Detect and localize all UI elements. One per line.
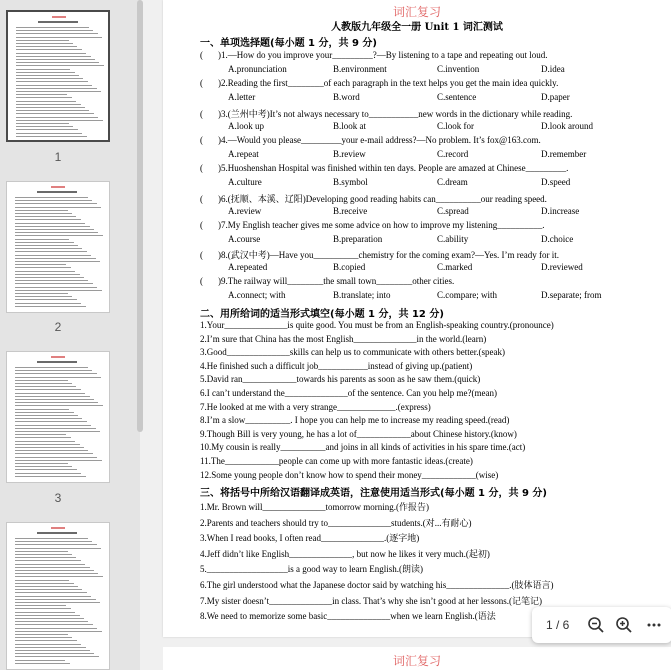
fill-in-item: 5.David ran____________towards his parents as soon as he saw them.(quick) [200,374,481,385]
answer-option: A.pronunciation [228,64,287,74]
answer-option: C.record [437,148,469,159]
fill-in-item: 11.The____________people can come up with more fantastic ideas.(create) [200,456,473,466]
answer-option: C.marked [437,262,473,273]
zoom-in-icon[interactable] [614,615,634,635]
fill-in-item: 10.My cousin is really__________and joins in all kinds of activities in his spare time.(act) [200,442,526,453]
fill-in-item: 12.Some young people don’t know how to spend their money____________(wise) [200,469,499,480]
answer-option: A.review [228,205,262,216]
answer-option: A.culture [228,177,262,188]
answer-paren: ( [200,163,203,174]
answer-option: A.look up [228,120,264,131]
answer-option: D.separate; from [541,290,602,301]
fill-in-item: 2.I’m sure that China has the most English______________in the world.(learn) [200,333,487,344]
translation-item: 1.Mr. Brown will______________tomorrow morning.(作报告) [200,502,429,512]
page-header: 词汇复习 [392,5,441,19]
page-number-label: 2 [54,320,62,334]
translation-item: 7.My sister doesn’t______________in class. That’s why she isn’t good at her lessons.(记笔记) [200,595,542,606]
document-title: 人教版九年级全一册 Unit 1 词汇测试 [331,22,503,33]
zoom-out-icon[interactable] [586,615,606,635]
answer-paren: ( [200,276,203,287]
answer-option: C.compare; with [437,290,497,301]
section-heading: 一、单项选择题(每小题 1 分，共 9 分) [200,38,377,49]
more-icon[interactable] [644,615,664,635]
answer-option: C.spread [437,205,469,216]
answer-option: C.invention [437,64,480,74]
question-text: )9.The railway will________the small town________other cities. [218,276,455,287]
answer-option: D.reviewed [541,262,583,273]
answer-option: C.ability [437,233,469,244]
page-number-label: 3 [54,491,62,505]
answer-option: B.symbol [333,177,368,188]
question-text: )7.My English teacher gives me some advice on how to improve my listening__________. [218,219,545,230]
answer-paren: ( [200,250,203,261]
answer-option: B.preparation [333,233,383,244]
answer-paren: ( [200,108,203,119]
translation-item: 2.Parents and teachers should try to______________students.(对...有耐心) [200,517,472,528]
answer-option: B.word [333,92,360,103]
answer-option: D.paper [541,92,570,103]
question-stem [200,78,558,88]
answer-option: B.look at [333,120,366,131]
viewer-toolbar [532,607,671,643]
answer-option: C.sentence [437,92,477,103]
question-stem [200,248,559,261]
question-stem [200,107,572,120]
thumbnail-sidebar [0,0,140,670]
answer-paren: ( [200,78,203,89]
answer-option: B.review [333,148,366,159]
answer-option: A.letter [228,92,256,103]
page-thumbnail-3[interactable] [6,351,110,483]
answer-option: A.repeat [228,148,259,159]
translation-item: 6.The girl understood what the Japanese doctor said by watching his______________.(肢体语言) [200,580,554,590]
answer-option: B.translate; into [333,290,391,301]
document-page-2 [163,647,671,670]
answer-option: A.repeated [228,262,268,273]
translation-item: 5.__________________is a good way to learn English.(朗读) [200,564,423,575]
question-stem [200,50,547,60]
translation-item: 8.We need to memorize some basic______________when we learn English.(语法 [200,611,496,622]
fill-in-item: 1.Your______________is quite good. You must be from an English-speaking country.(pronounce) [200,320,554,330]
section-heading: 二、用所给词的适当形式填空(每小题 1 分，共 12 分) [200,309,444,320]
answer-paren: ( [200,50,203,60]
answer-option: D.look around [541,120,593,131]
section-heading: 三、将括号中所给汉语翻译成英语，注意使用适当形式(每小题 1 分，共 9 分) [200,488,547,499]
fill-in-item: 4.He finished such a difficult job___________instead of giving up.(patient) [200,360,473,371]
page-header: 词汇复习 [392,654,441,668]
question-stem [200,192,547,205]
document-page [163,0,671,637]
translation-item: 4.Jeff didn’t like English______________, but now he likes it very much.(起初) [200,548,490,559]
answer-option: A.connect; with [228,290,286,301]
answer-option: B.copied [333,262,366,273]
answer-option: D.idea [541,64,565,74]
question-text: )3.(兰州中考)It’s not always necessary to___________new words in the dictionary while reading. [218,108,573,119]
question-stem [200,220,544,230]
question-stem [200,135,541,145]
question-stem [200,163,568,173]
page-indicator: 1 / 6 [546,618,570,632]
answer-option: A.course [228,233,261,244]
fill-in-item: 6.I can’t understand the______________of the sentence. Can you help me?(mean) [200,388,497,398]
answer-option: C.dream [437,177,468,188]
question-text: )1.—How do you improve your_________?—By listening to a tape and repeating out loud. [218,50,548,60]
answer-option: C.look for [437,120,474,131]
fill-in-item: 9.Though Bill is very young, he has a lot of____________about Chinese history.(know) [200,428,517,439]
page-thumbnail-1[interactable] [6,10,110,142]
question-text: )5.Huoshenshan Hospital was finished within ten days. People are amazed at Chinese_________. [218,163,569,174]
answer-paren: ( [200,219,203,230]
answer-option: D.speed [541,177,571,188]
page-thumbnail-2[interactable] [6,181,110,313]
question-text: )2.Reading the first________of each paragraph in the text helps you get the main idea quickly. [218,78,559,89]
page-thumbnail-4[interactable] [6,522,110,670]
fill-in-item: 7.He looked at me with a very strange_____________.(express) [200,401,431,412]
answer-option: D.remember [541,148,587,159]
answer-option: D.choice [541,233,574,244]
sidebar-scrollbar[interactable] [137,0,143,432]
fill-in-item: 8.I’m a slow__________. I hope you can help me to increase my reading speed.(read) [200,415,510,426]
answer-option: B.environment [333,64,387,74]
answer-option: B.receive [333,205,368,216]
question-text: )8.(武汉中考)—Have you__________chemistry for the coming exam?—Yes. I’m ready for it. [218,250,560,261]
question-text: )6.(抚顺、本溪、辽阳)Developing good reading habits can__________our reading speed. [218,193,547,204]
answer-paren: ( [200,134,203,145]
page-number-label: 1 [54,150,62,164]
answer-paren: ( [200,193,203,204]
fill-in-item: 3.Good______________skills can help us to communicate with others better.(speak) [200,347,505,358]
answer-option: D.increase [541,205,580,216]
question-text: )4.—Would you please_________your e-mail address?—No problem. It’s fox@163.com. [218,134,541,145]
question-stem [200,276,454,286]
translation-item: 3.When I read books, I often read______________.(逐字地) [200,533,420,544]
